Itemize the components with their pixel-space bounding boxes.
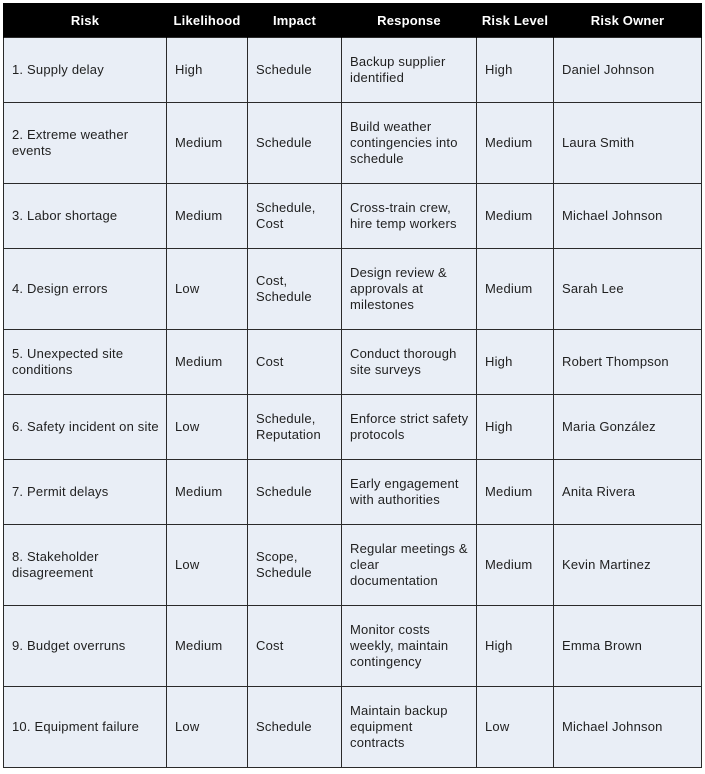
cell-response: Backup supplier identified bbox=[342, 38, 477, 103]
cell-risk: 2. Extreme weather events bbox=[4, 103, 167, 184]
cell-likelihood: Low bbox=[167, 687, 248, 768]
header-row bbox=[4, 3, 702, 38]
table-row bbox=[4, 103, 702, 184]
table-row bbox=[4, 330, 702, 395]
cell-risk-owner: Maria González bbox=[554, 395, 702, 460]
cell-impact: Scope, Schedule bbox=[248, 525, 342, 606]
cell-risk-owner: Michael Johnson bbox=[554, 687, 702, 768]
cell-response: Build weather contingencies into schedule bbox=[342, 103, 477, 184]
cell-risk-level: Medium bbox=[477, 460, 554, 525]
cell-risk-level: High bbox=[477, 395, 554, 460]
cell-likelihood: Low bbox=[167, 249, 248, 330]
cell-likelihood: Medium bbox=[167, 330, 248, 395]
cell-risk: 3. Labor shortage bbox=[4, 184, 167, 249]
cell-likelihood: Medium bbox=[167, 184, 248, 249]
cell-risk-level: High bbox=[477, 38, 554, 103]
cell-risk-owner: Daniel Johnson bbox=[554, 38, 702, 103]
cell-impact: Cost, Schedule bbox=[248, 249, 342, 330]
risk-table bbox=[3, 3, 702, 768]
cell-likelihood: Low bbox=[167, 525, 248, 606]
table-row bbox=[4, 687, 702, 768]
cell-risk-level: High bbox=[477, 330, 554, 395]
cell-risk-level: Medium bbox=[477, 525, 554, 606]
cell-risk-owner: Kevin Martinez bbox=[554, 525, 702, 606]
cell-risk-level: Medium bbox=[477, 249, 554, 330]
table-row bbox=[4, 606, 702, 687]
header-risk-owner: Risk Owner bbox=[554, 3, 702, 38]
cell-likelihood: Low bbox=[167, 395, 248, 460]
cell-response: Conduct thorough site surveys bbox=[342, 330, 477, 395]
cell-impact: Schedule, Reputation bbox=[248, 395, 342, 460]
cell-response: Regular meetings & clear documentation bbox=[342, 525, 477, 606]
cell-risk: 8. Stakeholder disagreement bbox=[4, 525, 167, 606]
cell-risk: 9. Budget overruns bbox=[4, 606, 167, 687]
cell-response: Monitor costs weekly, maintain contingency bbox=[342, 606, 477, 687]
cell-risk-owner: Sarah Lee bbox=[554, 249, 702, 330]
cell-likelihood: High bbox=[167, 38, 248, 103]
cell-risk-owner: Robert Thompson bbox=[554, 330, 702, 395]
cell-risk-level: Medium bbox=[477, 184, 554, 249]
table-row bbox=[4, 184, 702, 249]
table-row bbox=[4, 38, 702, 103]
cell-risk-owner: Anita Rivera bbox=[554, 460, 702, 525]
cell-response: Early engagement with authorities bbox=[342, 460, 477, 525]
header-likelihood: Likelihood bbox=[167, 3, 248, 38]
cell-risk-level: High bbox=[477, 606, 554, 687]
cell-impact: Cost bbox=[248, 330, 342, 395]
header-risk: Risk bbox=[4, 3, 167, 38]
cell-risk: 6. Safety incident on site bbox=[4, 395, 167, 460]
cell-impact: Schedule bbox=[248, 38, 342, 103]
table-row bbox=[4, 525, 702, 606]
header-impact: Impact bbox=[248, 3, 342, 38]
cell-risk: 10. Equipment failure bbox=[4, 687, 167, 768]
cell-risk-owner: Laura Smith bbox=[554, 103, 702, 184]
table-row bbox=[4, 460, 702, 525]
header-response: Response bbox=[342, 3, 477, 38]
cell-risk: 1. Supply delay bbox=[4, 38, 167, 103]
cell-risk: 4. Design errors bbox=[4, 249, 167, 330]
cell-impact: Schedule bbox=[248, 103, 342, 184]
cell-risk: 5. Unexpected site conditions bbox=[4, 330, 167, 395]
cell-risk-level: Low bbox=[477, 687, 554, 768]
risk-register bbox=[3, 3, 701, 770]
cell-response: Maintain backup equipment contracts bbox=[342, 687, 477, 768]
cell-impact: Schedule bbox=[248, 460, 342, 525]
cell-likelihood: Medium bbox=[167, 460, 248, 525]
cell-risk-owner: Michael Johnson bbox=[554, 184, 702, 249]
cell-likelihood: Medium bbox=[167, 606, 248, 687]
cell-impact: Schedule, Cost bbox=[248, 184, 342, 249]
cell-impact: Cost bbox=[248, 606, 342, 687]
cell-likelihood: Medium bbox=[167, 103, 248, 184]
cell-risk: 7. Permit delays bbox=[4, 460, 167, 525]
cell-response: Design review & approvals at milestones bbox=[342, 249, 477, 330]
cell-response: Cross-train crew, hire temp workers bbox=[342, 184, 477, 249]
cell-impact: Schedule bbox=[248, 687, 342, 768]
cell-response: Enforce strict safety protocols bbox=[342, 395, 477, 460]
cell-risk-owner: Emma Brown bbox=[554, 606, 702, 687]
table-row bbox=[4, 249, 702, 330]
cell-risk-level: Medium bbox=[477, 103, 554, 184]
header-risk-level: Risk Level bbox=[477, 3, 554, 38]
table-row bbox=[4, 395, 702, 460]
